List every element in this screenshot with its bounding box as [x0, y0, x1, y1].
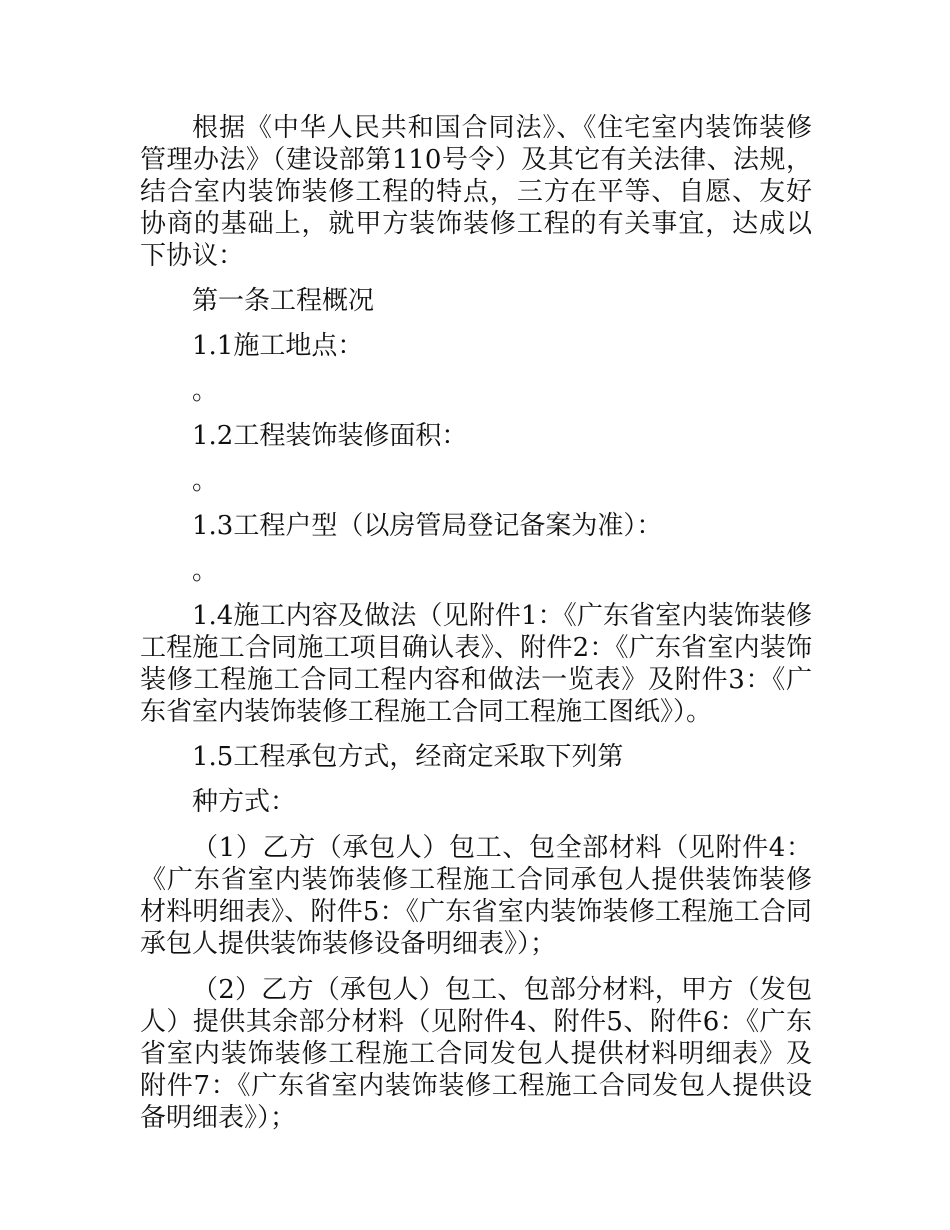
- option-2: （2）乙方（承包人）包工、包部分材料，甲方（发包人）提供其余部分材料（见附件4、附件5、附件6：《广东省室内装饰装修工程施工合同发包人提供材料明细表》及附件7：《广东省室内装饰装修工程施工合同发包人提供设备明细表》）；: [140, 975, 812, 1133]
- option-1: （1）乙方（承包人）包工、包全部材料（见附件4：《广东省室内装饰装修工程施工合同承包人提供装饰装修材料明细表》、附件5：《广东省室内装饰装修工程施工合同承包人提供装饰装修设备明细表》）；: [140, 833, 812, 959]
- clause-1-1: 1.1施工地点：: [192, 331, 364, 361]
- article-1-heading: 第一条工程概况: [192, 286, 375, 316]
- clause-1-5: 1.5工程承包方式，经商定采取下列第: [192, 742, 624, 772]
- clause-1-3-blank: 。: [192, 556, 219, 586]
- clause-1-3: 1.3工程户型（以房管局登记备案为准）：: [192, 511, 663, 541]
- clause-1-5-continued: 种方式：: [192, 787, 297, 817]
- clause-1-1-blank: 。: [192, 376, 219, 406]
- intro-paragraph: 根据《中华人民共和国合同法》、《住宅室内装饰装修管理办法》（建设部第110号令）及其它有关法律、法规，结合室内装饰装修工程的特点，三方在平等、自愿、友好协商的基础上，就甲方装饰装修工程的有关事宜，达成以下协议：: [140, 113, 812, 271]
- clause-1-2-blank: 。: [192, 466, 219, 496]
- clause-1-4: 1.4施工内容及做法（见附件1：《广东省室内装饰装修工程施工合同施工项目确认表》、附件2：《广东省室内装饰装修工程施工合同工程内容和做法一览表》及附件3：《广东省室内装饰装修工程施工合同工程施工图纸》）。: [140, 601, 812, 727]
- document-page: [140, 112, 812, 1134]
- clause-1-2: 1.2工程装饰装修面积：: [192, 421, 468, 451]
